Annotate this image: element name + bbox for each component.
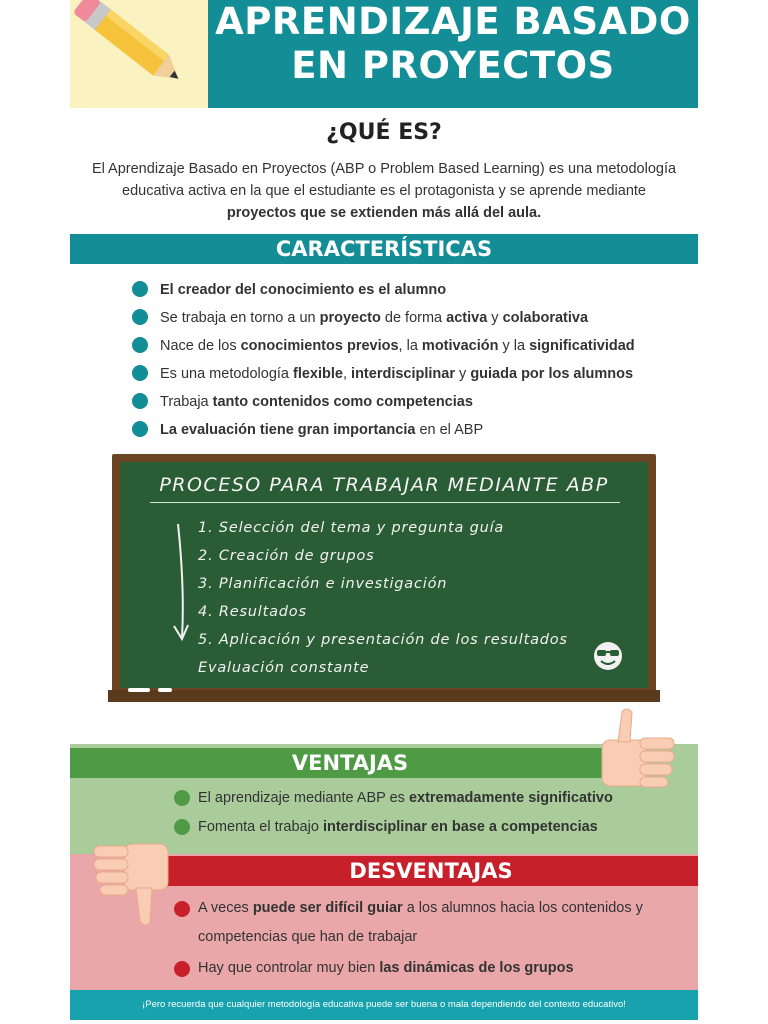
bullet-dot-icon [174,790,190,806]
intro-text [90,158,678,224]
text: y [455,366,471,382]
process-step: 2. Creación de grupos [198,548,375,564]
process-step: 3. Planificación e investigación [198,576,448,592]
text: y la [498,338,530,354]
sunglasses-smiley-icon [592,640,624,672]
bold-text: guiada por los alumnos [470,366,634,382]
down-arrow-icon [172,522,192,642]
chalk-piece [158,688,172,692]
bullet-dot-icon [132,365,148,381]
bold-text: conocimientos previos [240,338,399,354]
text: y [487,310,503,326]
chalkboard-frame [112,454,656,694]
characteristic-item [132,306,692,334]
bold-text: extremadamente significativo [408,790,613,806]
process-step: 1. Selección del tema y pregunta guía [198,520,505,536]
bold-text: tanto contenidos como competencias [212,394,473,410]
characteristics-list [132,278,692,446]
footer-note: ¡Pero recuerda que cualquier metodología educativa puede ser buena o mala dependiendo del contexto educativo! [70,990,698,1020]
page-title-line2: EN PROYECTOS [291,44,615,87]
intro-text-bold: proyectos que se extienden más allá del aula. [226,205,542,221]
bold-text: motivación [421,338,499,354]
bold-text: interdisciplinar [351,366,455,382]
bold-text: significatividad [529,338,635,354]
infographic [70,0,698,1024]
intro-title: ¿QUÉ ES? [326,120,442,145]
header [70,0,698,108]
page-title-line1: APRENDIZAJE BASADO [215,0,691,43]
disadvantages-list [174,894,674,985]
bold-text: proyecto [319,310,381,326]
text: Se trabaja en torno a un [160,310,320,326]
advantages-list [174,786,674,844]
process-steps [198,514,638,682]
text: El aprendizaje mediante ABP es [198,790,409,806]
characteristic-item [132,362,692,390]
thumbs-down-icon [90,840,170,930]
bold-text: flexible [293,366,343,382]
text: Hay que controlar muy bien [198,960,380,976]
process-chalkboard [108,454,660,706]
thumbs-up-icon [600,706,680,790]
text: Nace de los [160,338,241,354]
bullet-dot-icon [132,309,148,325]
characteristic-item [132,390,692,418]
text: de forma [380,310,447,326]
chalkboard-ledge [108,690,660,702]
advantages-header: VENTAJAS [70,748,630,778]
text: , la [398,338,422,354]
bold-text: las dinámicas de los grupos [379,960,574,976]
text: Fomenta el trabajo [198,819,323,835]
chalk-piece [128,688,150,692]
process-title: PROCESO PARA TRABAJAR MEDIANTE ABP [159,474,609,496]
disadvantage-item [174,954,674,983]
characteristics-header: CARACTERÍSTICAS [70,234,698,264]
bold-text: El creador del conocimiento es el alumno [160,282,447,298]
bullet-dot-icon [174,961,190,977]
disadvantage-item [174,894,674,952]
disadvantages-header: DESVENTAJAS [164,856,698,886]
bullet-dot-icon [174,901,190,917]
bold-text: colaborativa [502,310,589,326]
chalkboard-surface [120,462,648,688]
intro-text-part: El Aprendizaje Basado en Proyectos (ABP o Problem Based Learning) es una metodología educativa activa en la que el estudiante es el protagonista y se aprende mediante [91,161,677,199]
text: en el ABP [415,422,484,438]
text: A veces [198,900,253,916]
bullet-dot-icon [132,281,148,297]
bold-text: La evaluación tiene gran importancia [160,422,416,438]
text: Es una metodología [160,366,294,382]
advantage-item [174,815,674,844]
process-title-underline [150,502,620,503]
pencil-icon [70,0,208,108]
characteristic-item [132,334,692,362]
process-step: Evaluación constante [198,660,370,676]
characteristic-item [132,278,692,306]
process-step: 4. Resultados [198,604,307,620]
text: a los alumnos hacia los contenidos y competencias que han de trabajar [198,900,643,945]
process-step: 5. Aplicación y presentación de los resultados [198,632,568,648]
bold-text: interdisciplinar en base a competencias [322,819,598,835]
bullet-dot-icon [132,421,148,437]
characteristic-item [132,418,692,446]
advantage-item [174,786,674,815]
title-banner [208,0,698,108]
bullet-dot-icon [174,819,190,835]
text: Trabaja [160,394,213,410]
text: , [342,366,352,382]
bullet-dot-icon [132,337,148,353]
bullet-dot-icon [132,393,148,409]
bold-text: activa [446,310,488,326]
bold-text: puede ser difícil guiar [252,900,403,916]
pencil-panel [70,0,208,108]
